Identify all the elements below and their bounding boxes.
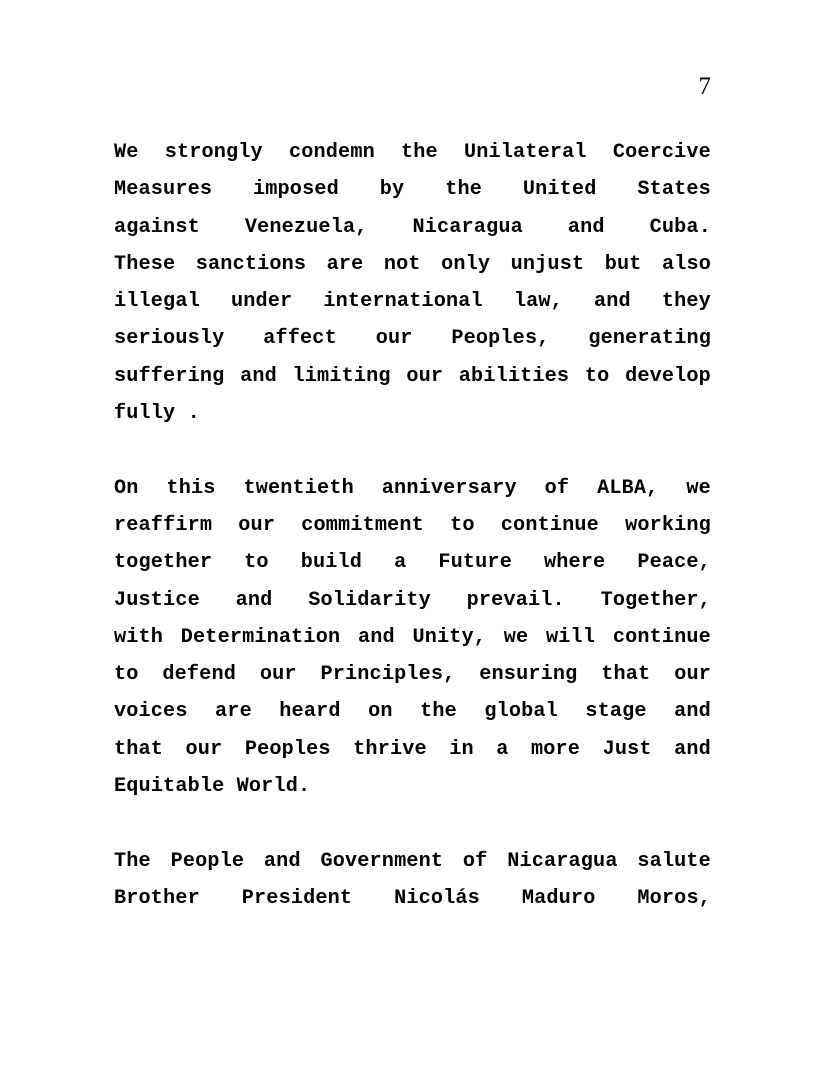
word: they: [661, 290, 711, 314]
page-number: 7: [698, 73, 711, 100]
text-line: [114, 209, 711, 246]
word: Principles,: [320, 663, 456, 687]
word: not: [383, 252, 421, 276]
word: ALBA,: [597, 476, 659, 500]
word: reaffirm: [114, 513, 213, 537]
word: illegal: [114, 290, 200, 314]
word: Nicaragua: [507, 849, 618, 873]
word: imposed: [253, 178, 339, 202]
word: heard: [279, 700, 341, 724]
word: seriously: [114, 327, 225, 351]
word: generating: [588, 327, 711, 351]
paragraph: [114, 134, 711, 432]
text-line: [114, 358, 711, 395]
word: and: [357, 625, 395, 649]
word: continue: [612, 625, 711, 649]
text-line: [114, 246, 711, 283]
word: salute: [637, 849, 711, 873]
word: under: [230, 290, 293, 314]
word: that: [114, 737, 164, 761]
word: are: [326, 252, 364, 276]
word: the: [445, 178, 482, 202]
word: prevail.: [466, 588, 565, 612]
word: anniversary: [381, 476, 517, 500]
word: our: [259, 663, 297, 687]
word: also: [661, 252, 711, 276]
text-line: [114, 283, 711, 320]
text-line: [114, 470, 711, 507]
word: to: [450, 513, 475, 537]
word: ensuring: [479, 663, 578, 687]
word: in: [449, 737, 474, 761]
paragraph: [114, 843, 711, 918]
word: commitment: [301, 513, 424, 537]
word: Unity,: [412, 625, 487, 649]
word: limiting: [292, 364, 391, 388]
word: international: [323, 290, 483, 314]
text-line: [114, 320, 711, 357]
word: that: [601, 663, 651, 687]
word: a: [496, 737, 509, 761]
word: our: [375, 327, 413, 351]
word: develop: [625, 364, 711, 388]
word: Nicolás: [394, 886, 480, 910]
word: These: [114, 252, 176, 276]
word: abilities: [458, 364, 570, 388]
word: Maduro: [521, 886, 596, 910]
text-line: [114, 544, 711, 581]
word: defend: [162, 663, 236, 687]
word: by: [379, 178, 405, 202]
word: United: [522, 178, 597, 202]
word: working: [625, 513, 711, 537]
text-line: fully .: [114, 402, 200, 426]
word: a: [394, 551, 407, 575]
text-line: Equitable World.: [114, 775, 311, 799]
word: Measures: [114, 178, 213, 202]
word: build: [300, 551, 363, 575]
word: only: [441, 252, 491, 276]
word: will: [546, 625, 596, 649]
word: Peoples: [244, 737, 331, 761]
word: our: [238, 513, 276, 537]
word: Venezuela,: [244, 215, 368, 239]
word: and: [235, 588, 273, 612]
word: to: [244, 551, 269, 575]
word: The: [114, 849, 151, 873]
word: Peoples,: [451, 327, 550, 351]
word: to: [114, 663, 139, 687]
word: strongly: [164, 141, 263, 164]
word: where: [544, 551, 606, 575]
word: and: [567, 215, 605, 239]
word: the: [420, 700, 457, 724]
word: Peace,: [637, 551, 711, 575]
word: with: [114, 625, 164, 649]
text-line: [114, 619, 711, 656]
word: Future: [438, 551, 512, 575]
text-line: [114, 731, 711, 768]
word: this: [166, 476, 216, 500]
text-line: [114, 582, 711, 619]
word: we: [503, 625, 529, 649]
word: President: [241, 886, 353, 910]
word: are: [215, 700, 252, 724]
word: Just: [602, 737, 652, 761]
document-body: [114, 134, 711, 917]
word: our: [185, 737, 223, 761]
word: Coercive: [612, 141, 711, 164]
word: of: [544, 476, 570, 500]
word: States: [637, 178, 711, 202]
word: condemn: [289, 141, 375, 164]
word: stage: [585, 700, 647, 724]
word: our: [406, 364, 444, 388]
word: Solidarity: [308, 588, 431, 612]
word: to: [584, 364, 610, 388]
word: suffering: [114, 364, 225, 388]
word: on: [368, 700, 393, 724]
word: Determination: [180, 625, 341, 649]
word: Moros,: [637, 886, 711, 910]
word: Government: [320, 849, 444, 873]
word: unjust: [510, 252, 585, 276]
text-line: [114, 693, 711, 730]
word: twentieth: [243, 476, 354, 500]
word: On: [114, 476, 139, 500]
text-line: [114, 507, 711, 544]
word: and: [240, 364, 277, 388]
word: and: [594, 290, 631, 314]
word: and: [674, 700, 711, 724]
text-line: [114, 843, 711, 880]
word: we: [686, 476, 711, 500]
word: of: [462, 849, 488, 873]
word: continue: [500, 513, 599, 537]
text-line: [114, 880, 711, 917]
word: the: [401, 141, 438, 164]
word: against: [114, 215, 200, 239]
word: Cuba.: [649, 215, 711, 239]
word: Brother: [114, 886, 200, 910]
word: more: [531, 737, 581, 761]
word: Nicaragua: [412, 215, 523, 239]
word: law,: [513, 290, 563, 314]
word: voices: [114, 700, 188, 724]
word: Unilateral: [464, 141, 587, 164]
word: and: [263, 849, 301, 873]
text-line: [114, 656, 711, 693]
word: global: [484, 700, 558, 724]
word: affect: [263, 327, 337, 351]
word: Together,: [600, 588, 711, 612]
text-line: [114, 134, 711, 171]
text-line: [114, 171, 711, 208]
word: People: [170, 849, 245, 873]
word: sanctions: [195, 252, 307, 276]
word: our: [674, 663, 711, 687]
word: Justice: [114, 588, 200, 612]
word: thrive: [353, 737, 427, 761]
paragraph: [114, 470, 711, 806]
word: together: [114, 551, 213, 575]
word: but: [604, 252, 642, 276]
word: and: [674, 737, 711, 761]
word: We: [114, 141, 139, 164]
